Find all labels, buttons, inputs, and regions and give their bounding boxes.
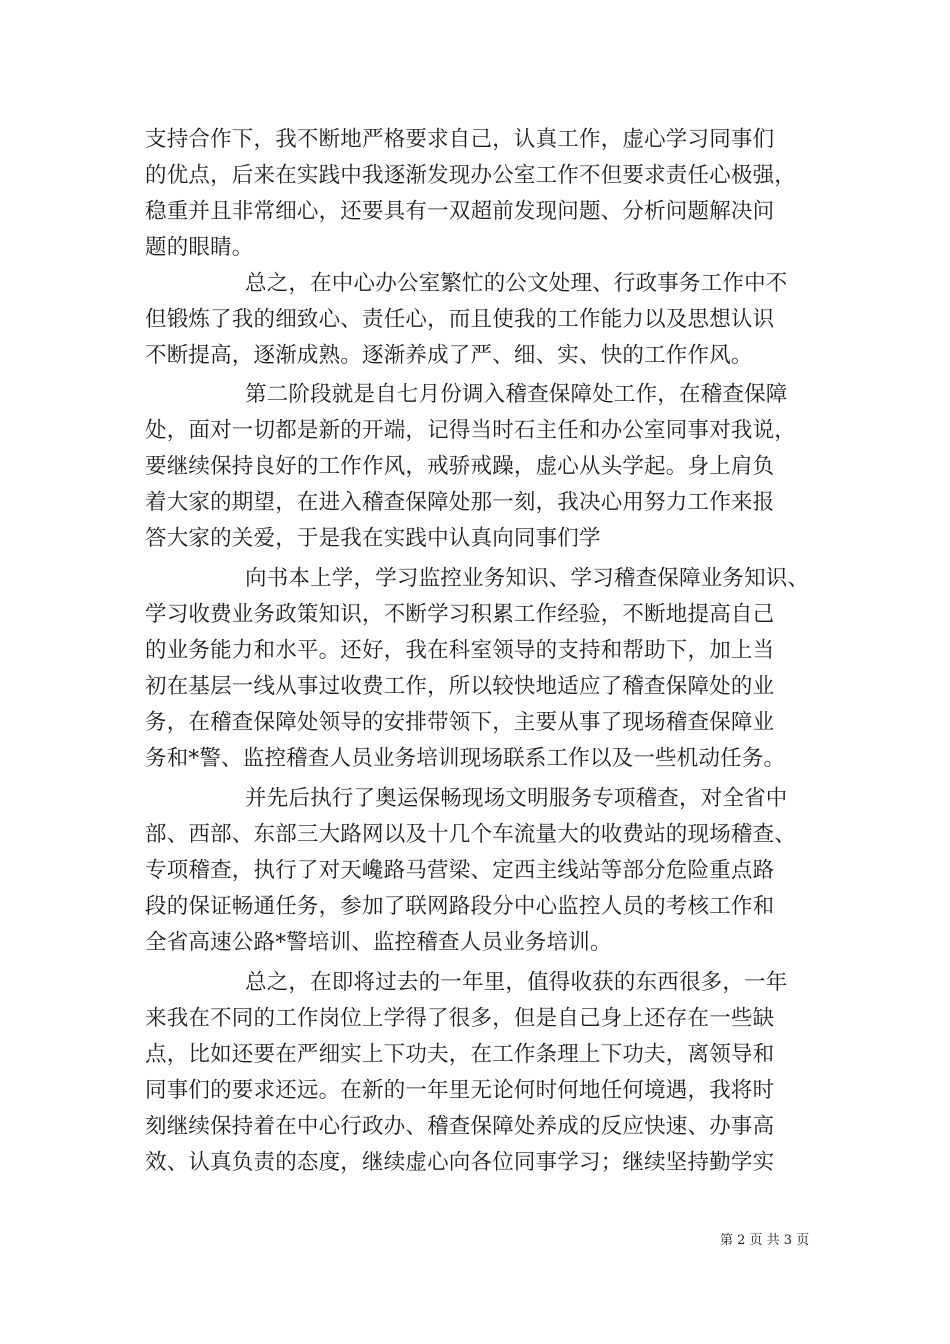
text-line: 向书本上学，学习监控业务知识、学习稽查保障业务知识、 bbox=[245, 566, 810, 591]
text-line: 但锻炼了我的细致心、责任心，而且使我的工作能力以及思想认识 bbox=[145, 307, 775, 332]
text-line: 着大家的期望，在进入稽查保障处那一刻，我决心用努力工作来报 bbox=[145, 490, 775, 515]
text-line: 学习收费业务政策知识，不断学习积累工作经验，不断地提高自己 bbox=[145, 602, 775, 627]
text-line: 同事们的要求还远。在新的一年里无论何时何地任何境遇，我将时 bbox=[145, 1078, 775, 1103]
text-line: 务和*警、监控稽查人员业务培训现场联系工作以及一些机动任务。 bbox=[145, 746, 786, 771]
text-line: 稳重并且非常细心，还要具有一双超前发现问题、分析问题解决问 bbox=[145, 199, 775, 224]
text-line: 处，面对一切都是新的开端，记得当时石主任和办公室同事对我说， bbox=[145, 418, 797, 443]
text-line: 初在基层一线从事过收费工作，所以较快地适应了稽查保障处的业 bbox=[145, 674, 775, 699]
text-line: 并先后执行了奥运保畅现场文明服务专项稽查，对全省中 bbox=[245, 786, 788, 811]
text-line: 刻继续保持着在中心行政办、稽查保障处养成的反应快速、办事高 bbox=[145, 1114, 775, 1139]
text-line: 的业务能力和水平。还好，我在科室领导的支持和帮助下，加上当 bbox=[145, 638, 775, 663]
text-line: 支持合作下，我不断地严格要求自己，认真工作，虚心学习同事们 bbox=[145, 127, 775, 152]
text-line: 总之，在即将过去的一年里，值得收获的东西很多，一年 bbox=[245, 970, 788, 995]
text-line: 的优点，后来在实践中我逐渐发现办公室工作不但要求责任心极强， bbox=[145, 163, 797, 188]
text-line: 段的保证畅通任务，参加了联网路段分中心监控人员的考核工作和 bbox=[145, 894, 775, 919]
text-line: 全省高速公路*警培训、监控稽查人员业务培训。 bbox=[145, 930, 612, 955]
text-line: 务，在稽查保障处领导的安排带领下，主要从事了现场稽查保障业 bbox=[145, 710, 775, 735]
text-line: 效、认真负责的态度，继续虚心向各位同事学习；继续坚持勤学实 bbox=[145, 1150, 775, 1175]
text-line: 总之，在中心办公室繁忙的公文处理、行政事务工作中不 bbox=[245, 271, 788, 296]
text-line: 不断提高，逐渐成熟。逐渐养成了严、细、实、快的工作作风。 bbox=[145, 343, 753, 368]
text-line: 来我在不同的工作岗位上学得了很多，但是自己身上还存在一些缺 bbox=[145, 1006, 775, 1031]
text-line: 第二阶段就是自七月份调入稽查保障处工作，在稽查保障 bbox=[245, 382, 788, 407]
text-line: 题的眼睛。 bbox=[145, 235, 254, 260]
text-line: 部、西部、东部三大路网以及十几个车流量大的收费站的现场稽查、 bbox=[145, 822, 797, 847]
text-line: 要继续保持良好的工作作风，戒骄戒躁，虚心从头学起。身上肩负 bbox=[145, 454, 775, 479]
text-line: 专项稽查，执行了对天巉路马营梁、定西主线站等部分危险重点路 bbox=[145, 858, 775, 883]
text-line: 点，比如还要在严细实上下功夫，在工作条理上下功夫，离领导和 bbox=[145, 1042, 775, 1067]
text-line: 答大家的关爱，于是我在实践中认真向同事们学 bbox=[145, 526, 601, 551]
page-number-footer: 第 2 页 共 3 页 bbox=[720, 1233, 810, 1248]
